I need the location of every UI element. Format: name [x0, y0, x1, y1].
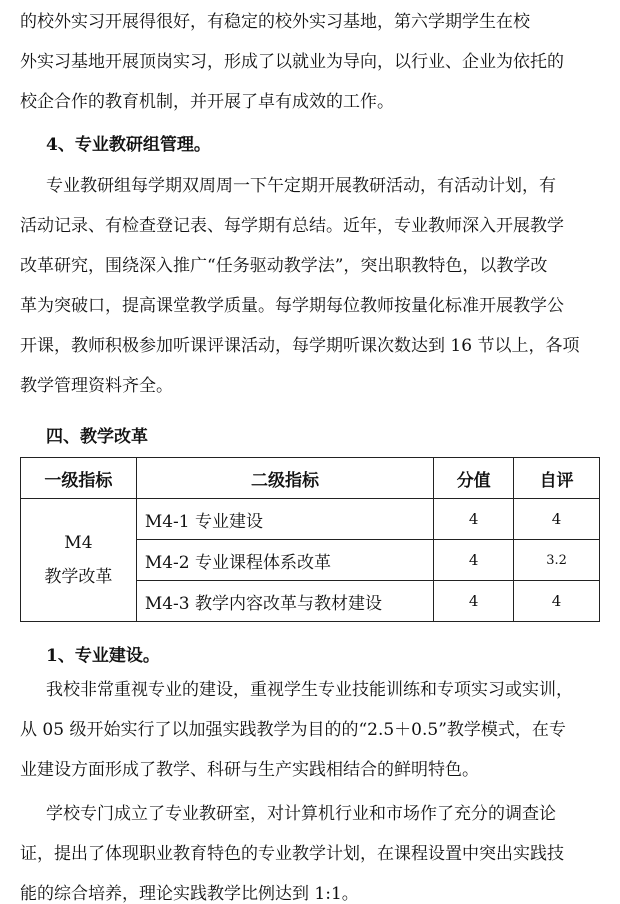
category-code: M4: [64, 533, 93, 553]
table-cell-score: 4: [434, 499, 514, 540]
text-line: 证，提出了体现职业教育特色的专业教学计划，在课程设置中突出实践技: [20, 844, 564, 864]
text-line: 校企合作的教育机制，并开展了卓有成效的工作。: [20, 92, 394, 112]
table-cell-item: M4-3 教学内容改革与教材建设: [136, 581, 433, 622]
text-line: 能的综合培养，理论实践教学比例达到 1:1。: [20, 884, 359, 904]
evaluation-table: [20, 457, 600, 622]
table-cell-self: 3.2: [514, 540, 600, 581]
table-cell-self: 4: [514, 499, 600, 540]
part-heading-teaching-reform: 四、教学改革: [46, 427, 148, 447]
header-self-evaluation: 自评: [514, 458, 600, 499]
category-cell: [21, 499, 137, 622]
table-header-row: [21, 458, 600, 499]
table-cell-score: 4: [434, 540, 514, 581]
table-cell-item: M4-2 专业课程体系改革: [136, 540, 433, 581]
text-line: 从 05 级开始实行了以加强实践教学为目的的“2.5＋0.5”教学模式，在专: [20, 720, 566, 740]
header-level1-indicator: 一级指标: [21, 458, 137, 499]
text-line: 外实习基地开展顶岗实习，形成了以就业为导向，以行业、企业为依托的: [20, 52, 564, 72]
table-row: [21, 499, 600, 540]
header-score: 分值: [434, 458, 514, 499]
header-level2-indicator: 二级指标: [136, 458, 433, 499]
table-cell-self: 4: [514, 581, 600, 622]
text-line: 改革研究，围绕深入推广“任务驱动教学法”，突出职教特色，以教学改: [20, 256, 548, 276]
text-line: 活动记录、有检查登记表、每学期有总结。近年，专业教师深入开展教学: [20, 216, 564, 236]
section-heading-1: 1、专业建设。: [46, 646, 160, 666]
text-line: 学校专门成立了专业教研室，对计算机行业和市场作了充分的调查论: [46, 804, 556, 824]
text-line: 教学管理资料齐全。: [20, 376, 173, 396]
text-line: 革为突破口，提高课堂教学质量。每学期每位教师按量化标准开展教学公: [20, 296, 564, 316]
section-heading-4: 4、专业教研组管理。: [46, 135, 211, 155]
text-line: 的校外实习开展得很好，有稳定的校外实习基地，第六学期学生在校: [20, 12, 530, 32]
text-line: 业建设方面形成了教学、科研与生产实践相结合的鲜明特色。: [20, 760, 479, 780]
category-name: 教学改革: [44, 567, 113, 587]
text-line: 我校非常重视专业的建设，重视学生专业技能训练和专项实习或实训，: [46, 680, 573, 700]
table-cell-score: 4: [434, 581, 514, 622]
table-cell-item: M4-1 专业建设: [136, 499, 433, 540]
text-line: 开课，教师积极参加听课评课活动，每学期听课次数达到 16 节以上，各项: [20, 336, 580, 356]
text-line: 专业教研组每学期双周周一下午定期开展教研活动，有活动计划，有: [46, 176, 556, 196]
